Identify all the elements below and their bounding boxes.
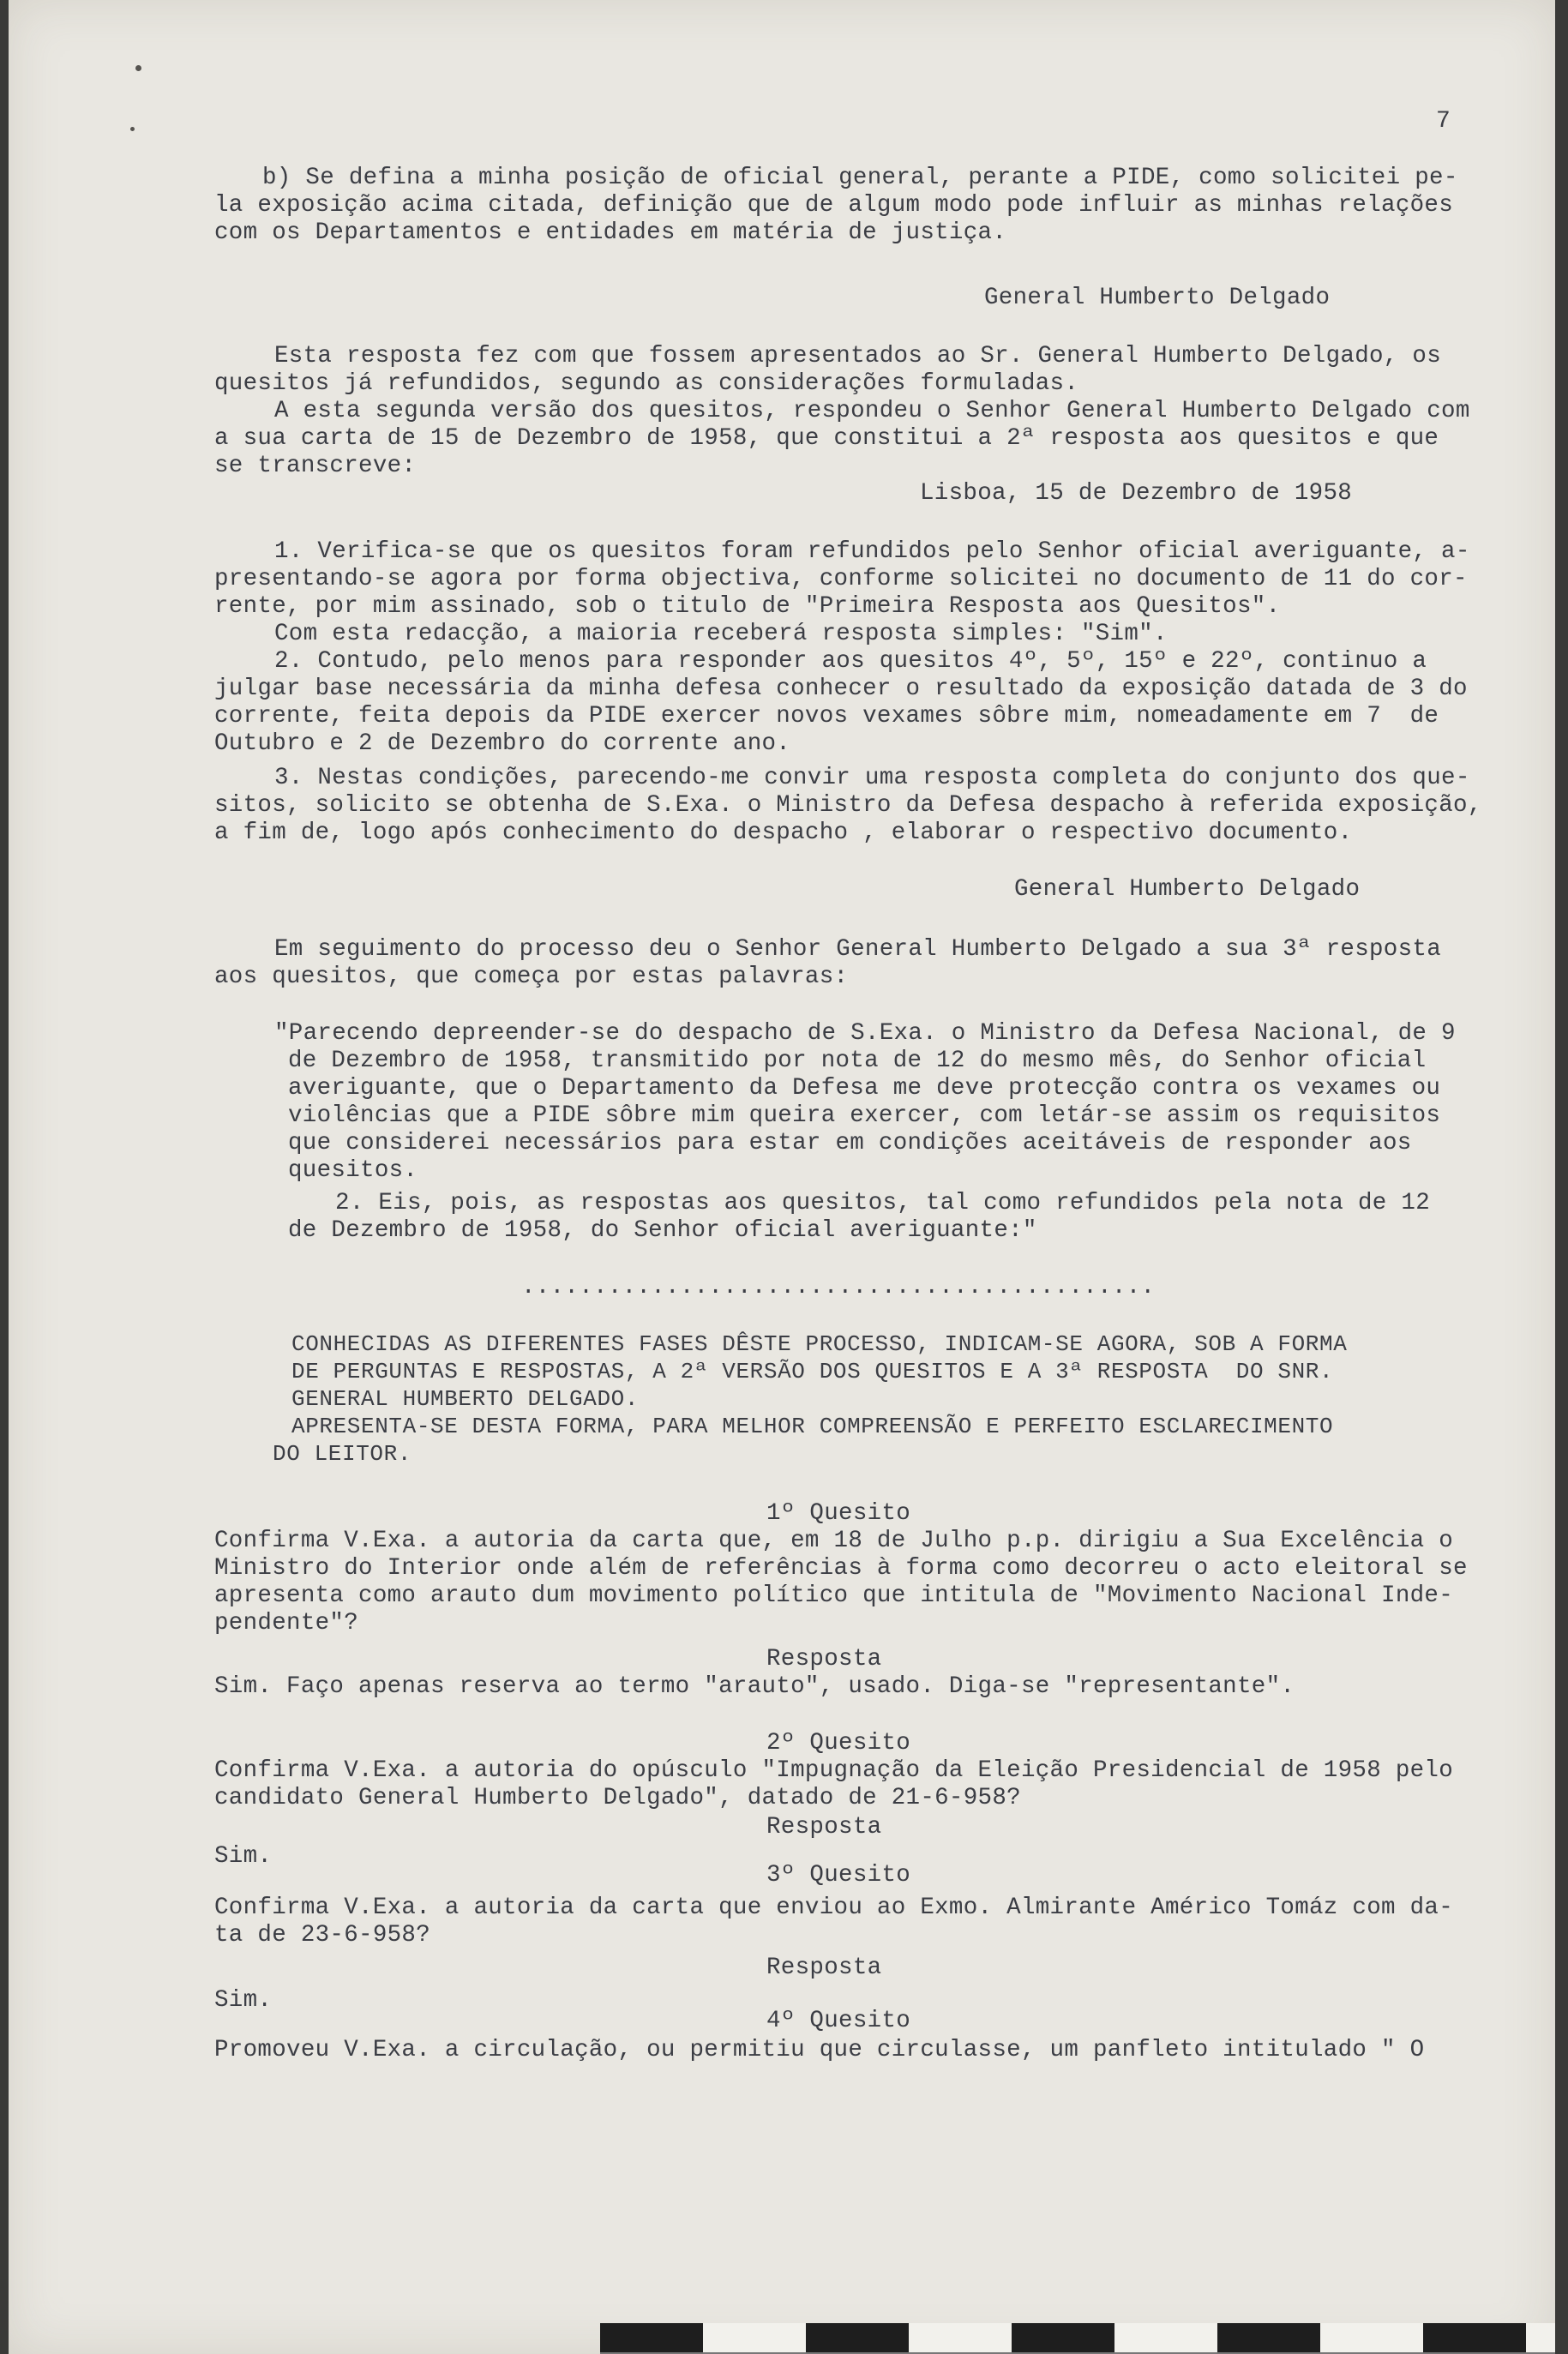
- body-line: Em seguimento do processo deu o Senhor General Humberto Delgado a sua 3ª resposta: [274, 936, 1442, 963]
- para-b-line: la exposição acima citada, definição que de algum modo pode influir as minhas relações: [214, 192, 1454, 219]
- dotted-separator: ............................................: [521, 1274, 1156, 1300]
- caps-line: APRESENTA-SE DESTA FORMA, PARA MELHOR COMPREENSÃO E PERFEITO ESCLARECIMENTO: [291, 1414, 1334, 1439]
- caps-line: DE PERGUNTAS E RESPOSTAS, A 2ª VERSÃO DOS QUESITOS E A 3ª RESPOSTA DO SNR.: [291, 1359, 1334, 1384]
- paper-speck: [130, 127, 135, 131]
- quesito-heading: 2º Quesito: [766, 1730, 911, 1756]
- quesito-text: ta de 23-6-958?: [214, 1922, 431, 1949]
- quesito-text: candidato General Humberto Delgado", datado de 21-6-958?: [214, 1785, 1021, 1811]
- quesito-text: pendente"?: [214, 1610, 359, 1636]
- body-line: A esta segunda versão dos quesitos, respondeu o Senhor General Humberto Delgado com: [274, 398, 1470, 424]
- caps-line: GENERAL HUMBERTO DELGADO.: [291, 1386, 640, 1412]
- letter-line: julgar base necessária da minha defesa conhecer o resultado da exposição datada de 3 do: [214, 676, 1468, 702]
- quesito-text: Confirma V.Exa. a autoria da carta que enviou ao Exmo. Almirante Américo Tomáz com da-: [214, 1895, 1454, 1921]
- letter-line: 1. Verifica-se que os quesitos foram refundidos pelo Senhor oficial averiguante, a-: [274, 538, 1470, 565]
- quesito-text: Confirma V.Exa. a autoria da carta que, em 18 de Julho p.p. dirigiu a Sua Excelência o: [214, 1528, 1454, 1554]
- quote-line: de Dezembro de 1958, do Senhor oficial averiguante:": [288, 1217, 1037, 1244]
- quote-line: averiguante, que o Departamento da Defesa me deve protecção contra os vexames ou: [288, 1075, 1441, 1102]
- body-line: se transcreve:: [214, 453, 417, 479]
- para-b-line: com os Departamentos e entidades em matéria de justiça.: [214, 219, 1007, 246]
- letter-line: sitos, solicito se obtenha de S.Exa. o Ministro da Defesa despacho à referida exposição,: [214, 792, 1482, 819]
- letter-line: Com esta redacção, a maioria receberá resposta simples: "Sim".: [274, 621, 1168, 647]
- quesito-text: Confirma V.Exa. a autoria do opúsculo "Impugnação da Eleição Presidencial de 1958 pelo: [214, 1757, 1454, 1784]
- quesito-text: Promoveu V.Exa. a circulação, ou permitiu que circulasse, um panfleto intitulado " O: [214, 2037, 1425, 2063]
- para-b-line: b) Se defina a minha posição de oficial general, perante a PIDE, como solicitei pe-: [262, 165, 1458, 191]
- letter-line: Outubro e 2 de Dezembro do corrente ano.: [214, 730, 791, 757]
- letter-line: 2. Contudo, pelo menos para responder aos quesitos 4º, 5º, 15º e 22º, continuo a: [274, 648, 1427, 675]
- caps-line: CONHECIDAS AS DIFERENTES FASES DÊSTE PROCESSO, INDICAM-SE AGORA, SOB A FORMA: [291, 1331, 1348, 1357]
- quote-line: 2. Eis, pois, as respostas aos quesitos, tal como refundidos pela nota de 12: [335, 1190, 1431, 1216]
- quote-line: quesitos.: [288, 1157, 418, 1184]
- resposta-text: Sim. Faço apenas reserva ao termo "arauto", usado. Diga-se "representante".: [214, 1673, 1295, 1700]
- quesito-text: Ministro do Interior onde além de referências à forma como decorreu o acto eleitoral se: [214, 1555, 1468, 1582]
- body-line: aos quesitos, que começa por estas palavras:: [214, 964, 849, 990]
- resposta-text: Sim.: [214, 1987, 273, 2014]
- letter-line: 3. Nestas condições, parecendo-me convir uma resposta completa do conjunto dos que-: [274, 765, 1470, 791]
- quote-line: violências que a PIDE sôbre mim queira exercer, com letár-se assim os requisitos: [288, 1102, 1441, 1129]
- letter-date: Lisboa, 15 de Dezembro de 1958: [920, 480, 1353, 507]
- quote-line: "Parecendo depreender-se do despacho de S.Exa. o Ministro da Defesa Nacional, de 9: [274, 1020, 1456, 1047]
- signature-line: General Humberto Delgado: [1014, 876, 1361, 903]
- quesito-text: apresenta como arauto dum movimento político que intitula de "Movimento Nacional Inde-: [214, 1582, 1454, 1609]
- scale-ruler: [600, 2323, 1555, 2354]
- quesito-heading: 3º Quesito: [766, 1862, 911, 1889]
- quote-line: que considerei necessários para estar em condições aceitáveis de responder aos: [288, 1130, 1412, 1156]
- body-line: Esta resposta fez com que fossem apresentados ao Sr. General Humberto Delgado, os: [274, 343, 1442, 369]
- resposta-label: Resposta: [766, 1646, 882, 1672]
- letter-line: presentando-se agora por forma objectiva, conforme solicitei no documento de 11 do cor-: [214, 566, 1468, 592]
- resposta-label: Resposta: [766, 1955, 882, 1981]
- page-number: 7: [1436, 108, 1451, 135]
- caps-line: DO LEITOR.: [273, 1441, 412, 1467]
- letter-line: rente, por mim assinado, sob o titulo de "Primeira Resposta aos Quesitos".: [214, 593, 1281, 620]
- resposta-text: Sim.: [214, 1843, 273, 1870]
- quesito-heading: 1º Quesito: [766, 1500, 911, 1527]
- letter-line: a fim de, logo após conhecimento do despacho , elaborar o respectivo documento.: [214, 820, 1353, 846]
- body-line: quesitos já refundidos, segundo as considerações formuladas.: [214, 370, 1079, 397]
- body-line: a sua carta de 15 de Dezembro de 1958, que constitui a 2ª resposta aos quesitos e que: [214, 425, 1439, 452]
- quote-line: de Dezembro de 1958, transmitido por nota de 12 do mesmo mês, do Senhor oficial: [288, 1048, 1427, 1074]
- paper-speck: [135, 65, 141, 71]
- document-page: [9, 0, 1555, 2354]
- signature-line: General Humberto Delgado: [984, 285, 1331, 311]
- quesito-heading: 4º Quesito: [766, 2008, 911, 2034]
- resposta-label: Resposta: [766, 1814, 882, 1841]
- letter-line: corrente, feita depois da PIDE exercer novos vexames sôbre mim, nomeadamente em 7 de: [214, 703, 1439, 730]
